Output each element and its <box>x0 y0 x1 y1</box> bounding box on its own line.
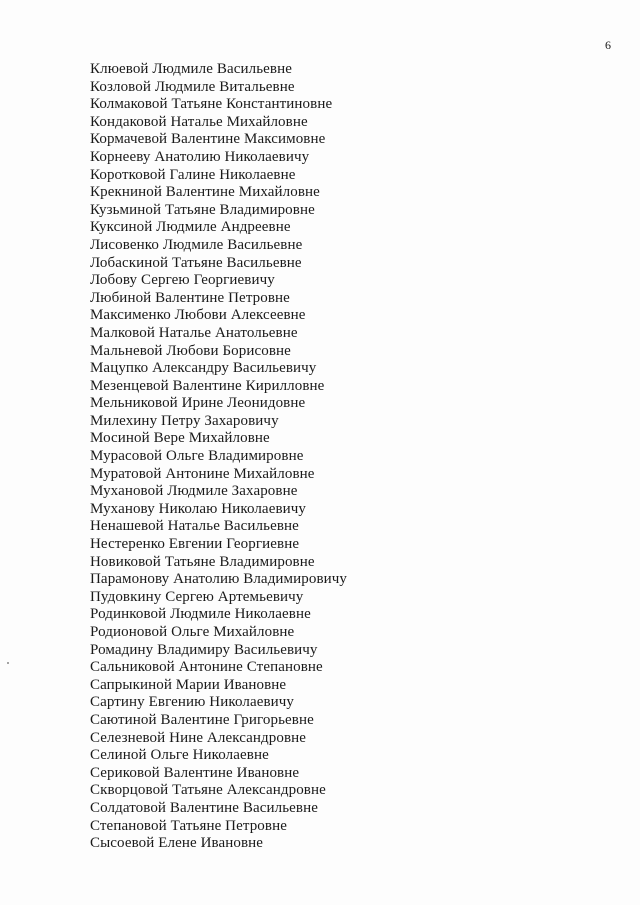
list-item: Мальневой Любови Борисовне <box>90 342 291 359</box>
list-item: Лобову Сергею Георгиевичу <box>90 272 275 289</box>
list-item: Сартину Евгению Николаевичу <box>90 694 295 711</box>
list-item: Степановой Татьяне Петровне <box>90 817 287 834</box>
list-item: Саютиной Валентине Григорьевне <box>90 711 314 728</box>
list-item: Мухановой Людмиле Захаровне <box>90 483 298 500</box>
list-item: Крекниной Валентине Михайловне <box>90 184 320 201</box>
list-item: Ромадину Владимиру Васильевичу <box>90 641 318 658</box>
list-item: Кормачевой Валентине Максимовне <box>90 131 326 148</box>
page-number: 6 <box>605 38 611 52</box>
list-item: Малковой Наталье Анатольевне <box>90 324 298 341</box>
list-item: Колмаковой Татьяне Константиновне <box>90 96 333 113</box>
list-item: Пудовкину Сергею Артемьевичу <box>90 588 304 605</box>
list-item: Корнееву Анатолию Николаевичу <box>90 148 310 165</box>
list-item: Скворцовой Татьяне Александровне <box>90 782 326 799</box>
list-item: Сериковой Валентине Ивановне <box>90 764 300 781</box>
list-item: Куксиной Людмиле Андреевне <box>90 219 291 236</box>
list-item: Козловой Людмиле Витальевне <box>90 78 295 95</box>
list-item: Коротковой Галине Николаевне <box>90 166 296 183</box>
list-item: Лобаскиной Татьяне Васильевне <box>90 254 302 271</box>
list-item: Сальниковой Антонине Степановне <box>90 659 323 676</box>
scan-speck <box>7 662 9 664</box>
list-item: Новиковой Татьяне Владимировне <box>90 553 315 570</box>
list-item: Мурасовой Ольге Владимировне <box>90 448 304 465</box>
list-item: Мацупко Александру Васильевичу <box>90 360 317 377</box>
list-item: Лисовенко Людмиле Васильевне <box>90 236 303 253</box>
list-item: Клюевой Людмиле Васильевне <box>90 61 292 77</box>
list-item: Сысоевой Елене Ивановне <box>90 835 264 852</box>
list-item: Родионовой Ольге Михайловне <box>90 624 295 640</box>
list-item: Парамонову Анатолию Владимировичу <box>90 571 348 588</box>
list-item: Любиной Валентине Петровне <box>90 289 290 306</box>
list-item: Милехину Петру Захаровичу <box>90 412 279 429</box>
list-item: Максименко Любови Алексеевне <box>90 307 306 324</box>
name-list <box>90 61 347 853</box>
list-item: Муханову Николаю Николаевичу <box>90 500 307 517</box>
list-item: Селезневой Нине Александровне <box>90 729 307 746</box>
list-item: Кузьминой Татьяне Владимировне <box>90 201 315 218</box>
list-item: Нестеренко Евгении Георгиевне <box>90 536 300 553</box>
list-item: Муратовой Антонине Михайловне <box>90 465 315 482</box>
list-item: Мезенцевой Валентине Кирилловне <box>90 377 325 394</box>
list-item: Сапрыкиной Марии Ивановне <box>90 676 287 693</box>
list-item: Мельниковой Ирине Леонидовне <box>90 395 306 412</box>
list-item: Солдатовой Валентине Васильевне <box>90 799 318 816</box>
list-item: Ненашевой Наталье Васильевне <box>90 518 299 535</box>
list-item: Кондаковой Наталье Михайловне <box>90 113 308 130</box>
list-item: Селиной Ольге Николаевне <box>90 747 269 764</box>
list-item: Родинковой Людмиле Николаевне <box>90 606 311 623</box>
list-item: Мосиной Вере Михайловне <box>90 430 270 447</box>
